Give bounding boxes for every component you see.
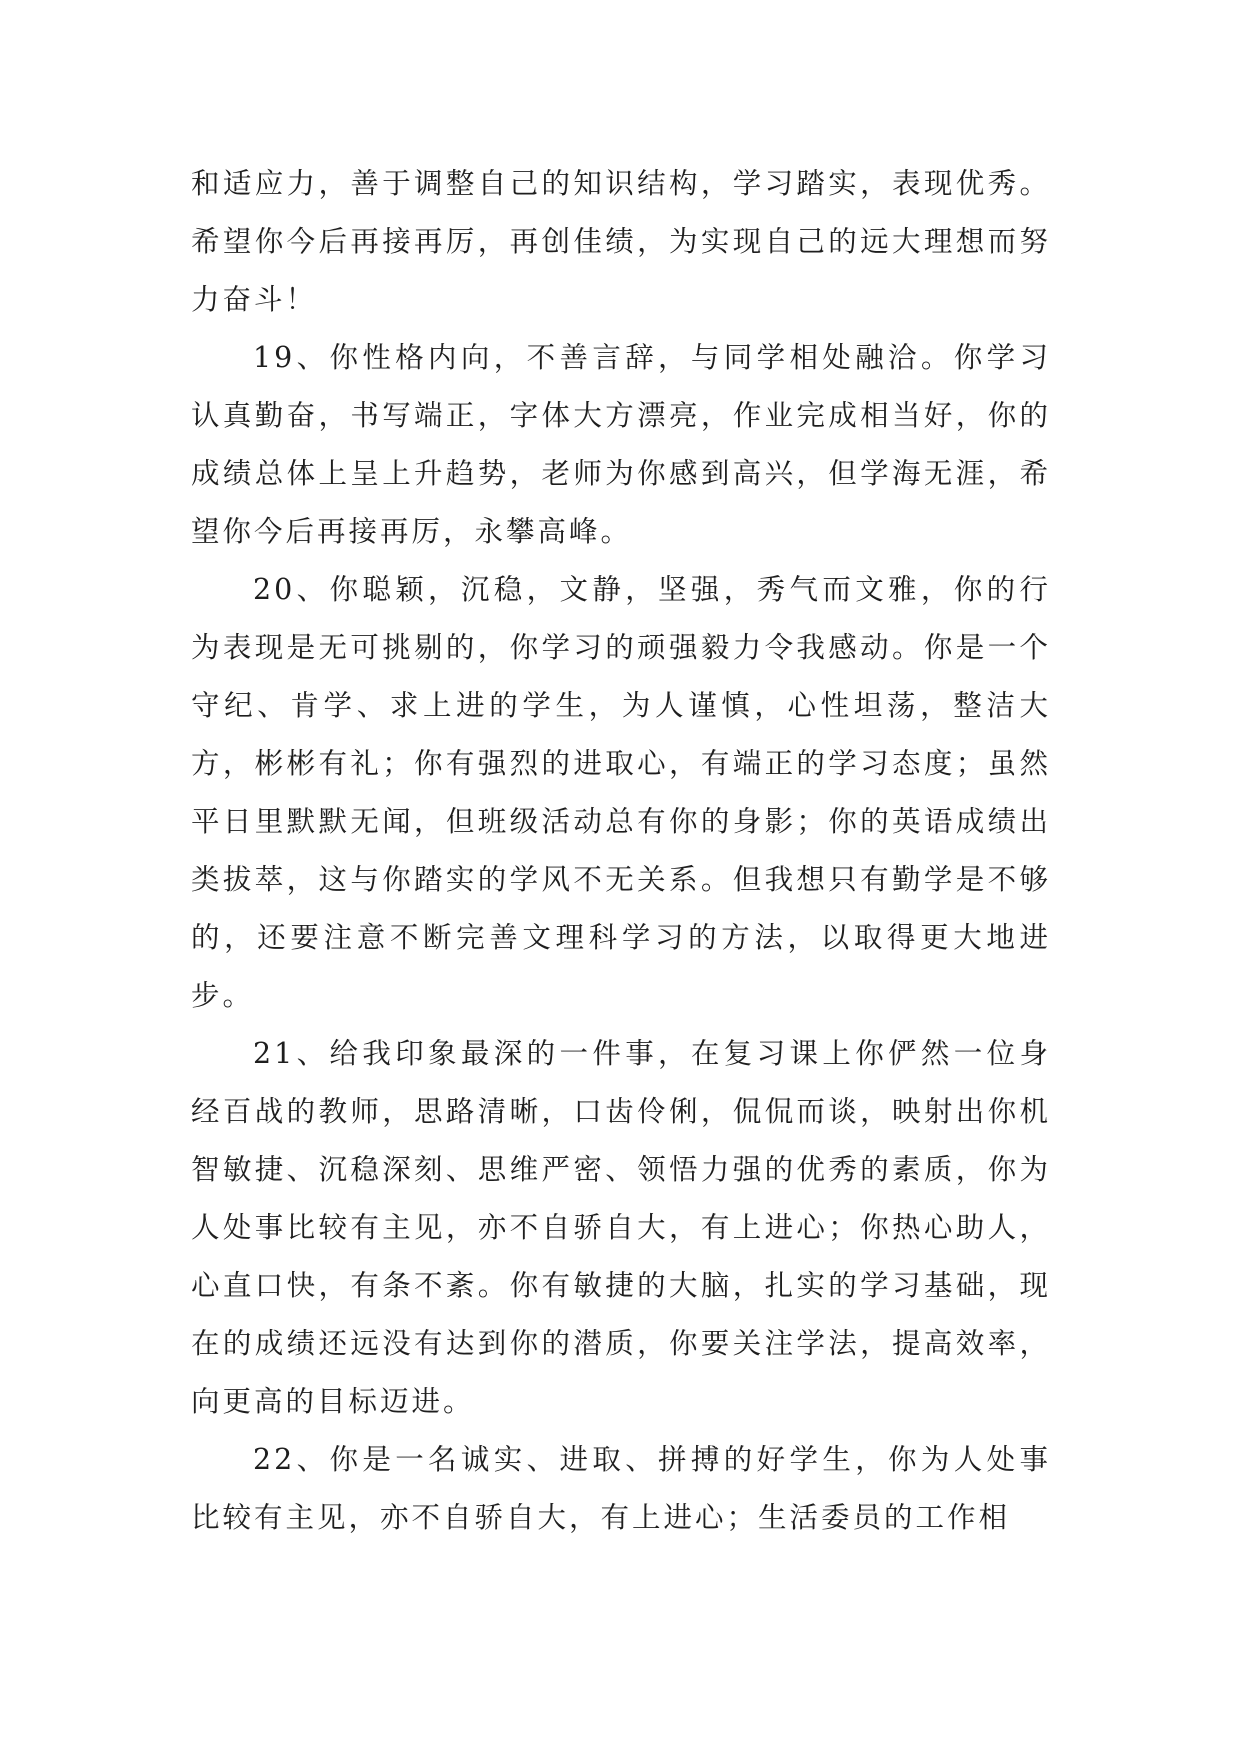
paragraph-20: 20、你聪颖，沉稳，文静，坚强，秀气而文雅，你的行为表现是无可挑剔的，你学习的顽强毅力令我感动。你是一个守纪、肯学、求上进的学生，为人谨慎，心性坦荡，整洁大方，彬彬有礼；你有强烈的进取心，有端正的学习态度；虽然平日里默默无闻，但班级活动总有你的身影；你的英语成绩出类拔萃，这与你踏实的学风不无关系。但我想只有勤学是不够的，还要注意不断完善文理科学习的方法，以取得更大地进步。: [191, 573, 1051, 1012]
paragraph-22: 22、你是一名诚实、进取、拼搏的好学生，你为人处事比较有主见，亦不自骄自大，有上进心；生活委员的工作相: [191, 1443, 1051, 1534]
paragraph-19: 19、你性格内向，不善言辞，与同学相处融洽。你学习认真勤奋，书写端正，字体大方漂亮，作业完成相当好，你的成绩总体上呈上升趋势，老师为你感到高兴，但学海无涯，希望你今后再接再厉，永攀高峰。: [191, 341, 1051, 548]
paragraph-continued: 和适应力，善于调整自己的知识结构，学习踏实，表现优秀。希望你今后再接再厉，再创佳绩，为实现自己的远大理想而努力奋斗！: [191, 167, 1051, 316]
paragraph-21: 21、给我印象最深的一件事，在复习课上你俨然一位身经百战的教师，思路清晰，口齿伶俐，侃侃而谈，映射出你机智敏捷、沉稳深刻、思维严密、领悟力强的优秀的素质，你为人处事比较有主见，亦不自骄自大，有上进心；你热心助人，心直口快，有条不紊。你有敏捷的大脑，扎实的学习基础，现在的成绩还远没有达到你的潜质，你要关注学法，提高效率，向更高的目标迈进。: [191, 1037, 1051, 1418]
document-body: [191, 155, 1051, 1547]
